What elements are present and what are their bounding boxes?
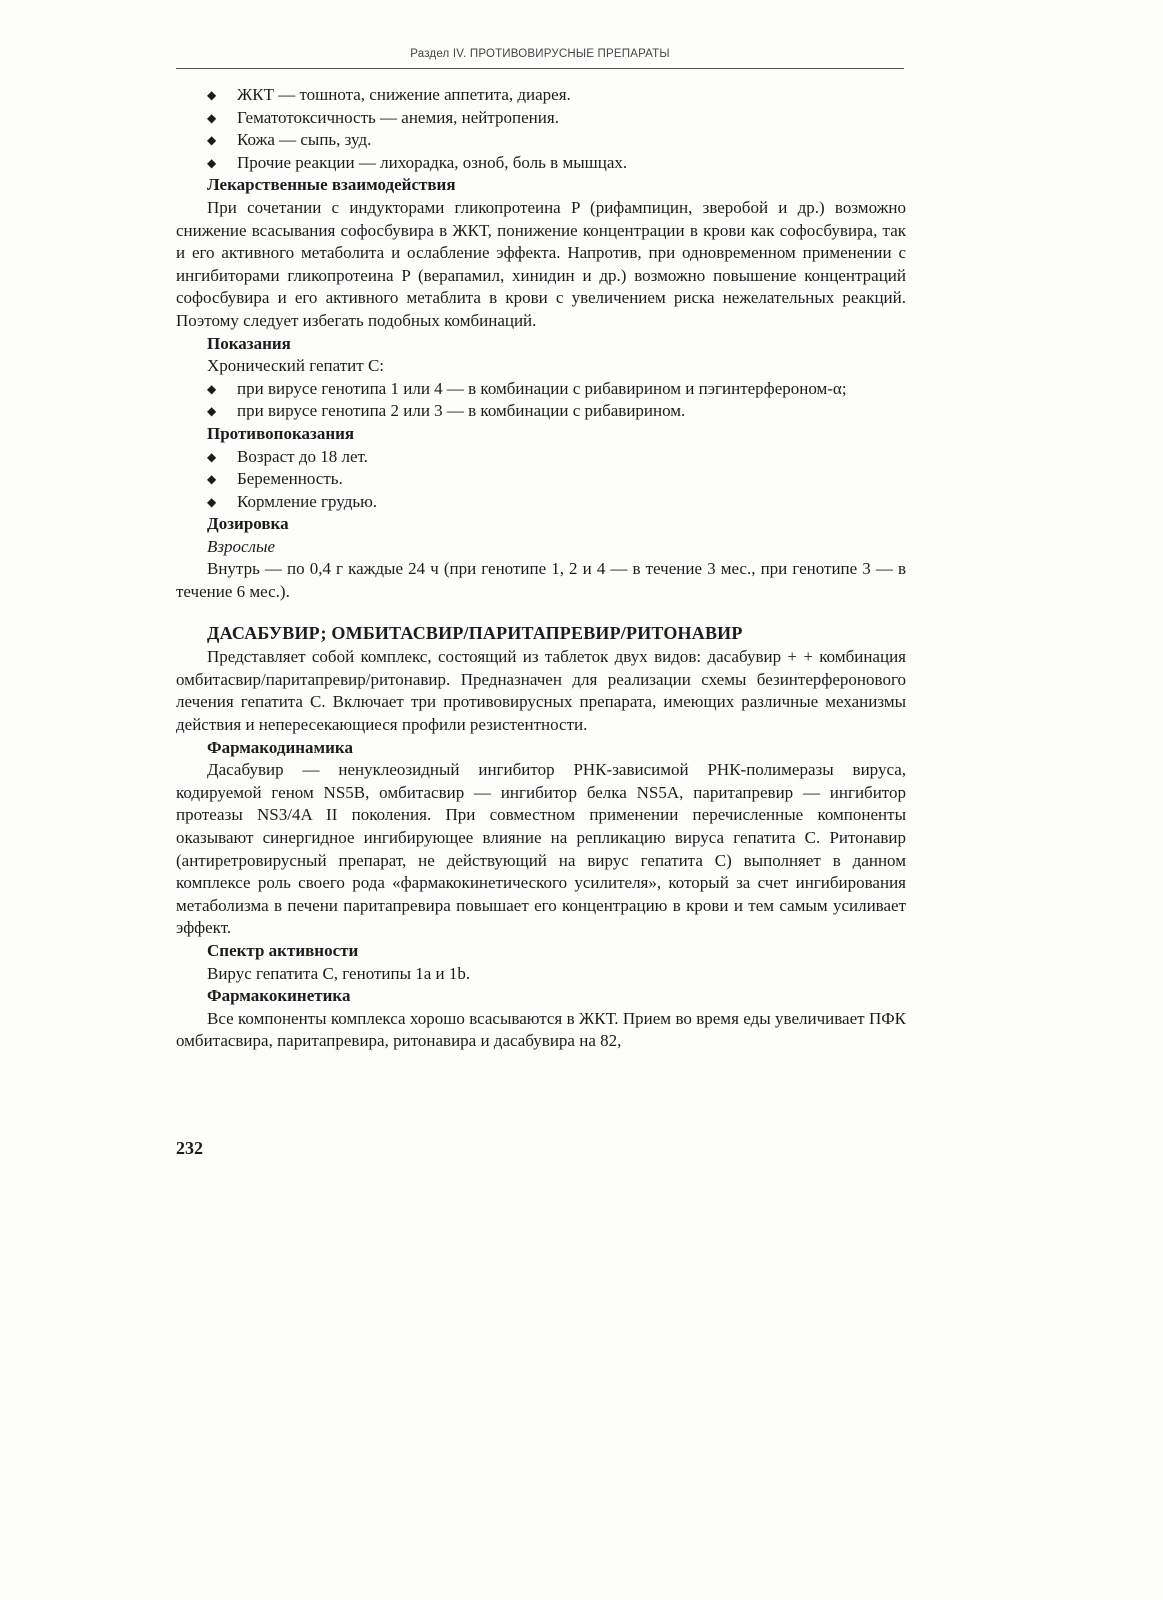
bullet-icon: ◆ (207, 472, 217, 487)
adverse-bullet: ◆ ЖКТ — тошнота, снижение аппетита, диарея. (176, 84, 906, 107)
adverse-bullet: ◆ Гематотоксичность — анемия, нейтропения. (176, 107, 906, 130)
page-content (176, 84, 906, 1053)
page-number: 232 (176, 1138, 203, 1158)
interactions-text: При сочетании с индукторами гликопротеина P (рифампицин, зверобой и др.) возможно снижение всасывания софосбувира в ЖКТ, понижение концентрации в крови как софосбувира, так и его активного метаболита и ослабление эффекта. Напротив, при одновременном применении с ингибиторами гликопротеина P (верапамил, хинидин и др.) возможно повышение концентраций софосбувира и его активного метаблита в крови с увеличением риска нежелательных реакций. Поэтому следует избегать подобных комбинаций. (176, 197, 906, 330)
bullet-icon: ◆ (207, 133, 217, 148)
interactions-heading: Лекарственные взаимодействия (207, 175, 456, 195)
indications-heading: Показания (207, 333, 291, 353)
contraindication-item: ◆ Кормление грудью. (176, 491, 906, 514)
indication-item: ◆ при вирусе генотипа 2 или 3 — в комбинации с рибавирином. (176, 400, 906, 423)
dosage-subheading: Взрослые (207, 536, 276, 556)
bullet-icon: ◆ (207, 494, 217, 509)
pharmacokinetics-text: Все компоненты комплекса хорошо всасываются в ЖКТ. Прием во время еды увеличивает ПФК омбитасвира, паритапревира, ритонавира и дасабувира на 82, (176, 1008, 906, 1051)
bullet-icon: ◆ (207, 404, 217, 419)
running-header: Раздел IV. ПРОТИВОВИРУСНЫЕ ПРЕПАРАТЫ (176, 40, 904, 69)
bullet-icon: ◆ (207, 88, 217, 102)
pharmacodynamics-heading: Фармакодинамика (207, 737, 353, 757)
spectrum-text: Вирус гепатита С, генотипы 1a и 1b. (207, 963, 471, 983)
pharmacodynamics-text: Дасабувир — ненуклеозидный ингибитор РНК-зависимой РНК-полимеразы вируса, кодируемой геном NS5B, омбитасвир — ингибитор белка NS5A, паритапревир — ингибитор протеазы NS3/4A II поколения. При совместном применении перечисленные компоненты оказывают синергидное ингибирующее влияние на репликацию вируса гепатита С. Ритонавир (антиретровирусный препарат, не действующий на вирус гепатита С) выполняет в данном комплексе роль своего рода «фармакокинетического усилителя», который за счет ингибирования метаболизма в печени паритапревира повышает его концентрацию в крови и тем самым усиливает эффект. (176, 760, 906, 938)
dosage-heading: Дозировка (207, 514, 289, 534)
bullet-icon: ◆ (207, 110, 217, 125)
spectrum-heading: Спектр активности (207, 940, 359, 960)
drug-title: ДАСАБУВИР; ОМБИТАСВИР/ПАРИТАПРЕВИР/РИТОНАВИР (207, 622, 743, 643)
contraindications-heading: Противопоказания (207, 423, 355, 443)
adverse-bullet: ◆ Кожа — сыпь, зуд. (176, 129, 906, 152)
contraindication-item: ◆ Беременность. (176, 468, 906, 491)
bullet-icon: ◆ (207, 449, 217, 464)
contraindication-item: ◆ Возраст до 18 лет. (176, 446, 906, 469)
bullet-icon: ◆ (207, 155, 217, 170)
drug-intro: Представляет собой комплекс, состоящий из таблеток двух видов: дасабувир + + комбинация омбитасвир/паритапревир/ритонавир. Предназначен для реализации схемы безинтерферонового лечения гепатита С. Включает три противовирусных препарата, имеющих различные механизмы действия и непересекающиеся профили резистентности. (176, 647, 906, 735)
indications-intro: Хронический гепатит С: (207, 356, 385, 376)
pharmacokinetics-heading: Фармакокинетика (207, 986, 351, 1006)
adverse-bullet: ◆ Прочие реакции — лихорадка, озноб, боль в мышцах. (176, 152, 906, 175)
dosage-text: Внутрь — по 0,4 г каждые 24 ч (при генотипе 1, 2 и 4 — в течение 3 мес., при генотипе 3 — в течение 6 мес.). (176, 559, 906, 602)
indication-item: ◆ при вирусе генотипа 1 или 4 — в комбинации с рибавирином и пэгинтерфероном-α; (176, 378, 906, 401)
bullet-icon: ◆ (207, 381, 217, 396)
